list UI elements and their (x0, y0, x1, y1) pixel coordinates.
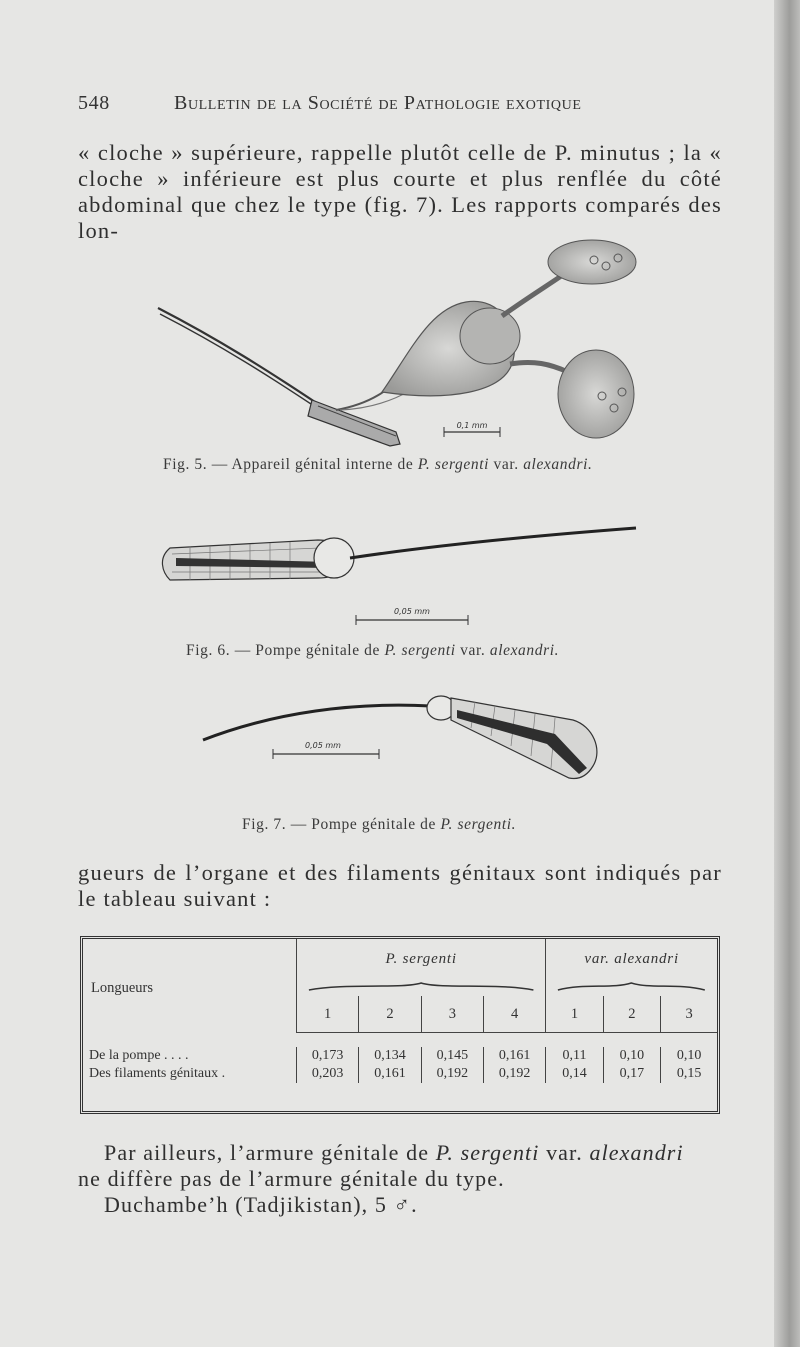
figure-7-caption: Fig. 7. — Pompe génitale de P. sergenti. (242, 816, 517, 833)
page-edge-shadow (774, 0, 800, 1347)
figure-5-illustration (150, 232, 650, 454)
table-row: De la pompe . . . . 0,173 0,134 0,145 0,161 0,11 0,10 0,10 (83, 1047, 717, 1065)
table-cell: 0,134 (359, 1047, 421, 1065)
table-cell: 0,161 (483, 1047, 545, 1065)
running-title: Bulletin de la Société de Pathologie exotique (174, 92, 582, 114)
closing-line-1: Par ailleurs, l’armure génitale de P. sergenti var. alexandri (104, 1140, 684, 1165)
group-header-alexandri: var. alexandri (546, 939, 717, 979)
group-brace-alexandri (546, 979, 717, 996)
closing-line-2: ne diffère pas de l’armure génitale du type. (78, 1166, 505, 1191)
col-header: 3 (661, 996, 717, 1033)
figure-6-illustration (150, 522, 650, 632)
table-cell: 0,10 (661, 1047, 717, 1065)
col-header: 1 (546, 996, 603, 1033)
col-header: 2 (603, 996, 660, 1033)
table-cell: 0,11 (546, 1047, 603, 1065)
table-cell: 0,14 (546, 1065, 603, 1083)
table-row: Des filaments génitaux . 0,203 0,161 0,192 0,192 0,14 0,17 0,15 (83, 1065, 717, 1083)
table-cell: 0,161 (359, 1065, 421, 1083)
table-cell: 0,17 (603, 1065, 660, 1083)
group-brace-sergenti (297, 979, 546, 996)
figure-7-illustration (195, 688, 615, 798)
intro-paragraph: « cloche » supérieure, rappelle plutôt celle de P. minutus ; la « cloche » inférieure est plus courte et plus renflée du côté abdominal que chez le type (fig. 7). Les rapports comparés des lon- (78, 140, 722, 243)
col-header: 1 (297, 996, 359, 1033)
table-cell: 0,15 (661, 1065, 717, 1083)
col-header: 4 (483, 996, 545, 1033)
page-number: 548 (78, 92, 110, 114)
figure-6-caption: Fig. 6. — Pompe génitale de P. sergenti var. alexandri. (186, 642, 560, 659)
row-header-label: Longueurs (91, 980, 154, 997)
figure-5-scale-label: 0,1 mm (456, 421, 488, 430)
table-cell: 0,192 (483, 1065, 545, 1083)
comparison-table (80, 936, 720, 1114)
table-cell: 0,203 (297, 1065, 359, 1083)
closing-line-3: Duchambe’h (Tadjikistan), 5 ♂. (104, 1192, 418, 1217)
table-cell: 0,145 (421, 1047, 483, 1065)
table-cell: 0,173 (297, 1047, 359, 1065)
figure-7-scale-label: 0,05 mm (305, 741, 341, 750)
group-header-sergenti: P. sergenti (297, 939, 546, 979)
table-cell: 0,192 (421, 1065, 483, 1083)
figure-5-caption: Fig. 5. — Appareil génital interne de P. sergenti var. alexandri. (163, 456, 593, 473)
col-header: 3 (421, 996, 483, 1033)
col-header: 2 (359, 996, 421, 1033)
body-paragraph: gueurs de l’organe et des filaments génitaux sont indiqués par le tableau suivant : (78, 860, 722, 911)
table-cell: 0,10 (603, 1047, 660, 1065)
figure-6-scale-label: 0,05 mm (394, 607, 430, 616)
